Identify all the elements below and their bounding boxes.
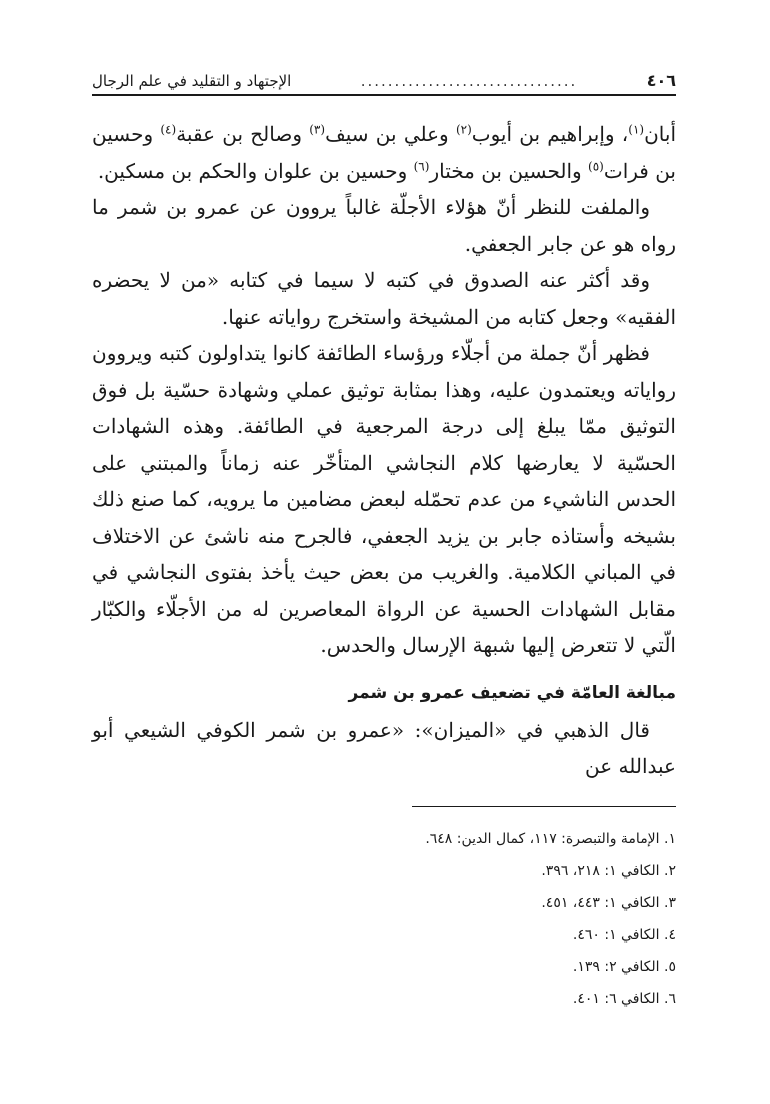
footnote-item: ١. الإمامة والتبصرة: ١١٧، كمال الدين: ٦٤٨. — [425, 830, 676, 847]
footnotes — [92, 823, 676, 1015]
paragraph-narrators: أبان$^{(١)}$، وإبراهيم بن أيوب$^{(٢)}$ وعلي بن سيف$^{(٣)}$ وصالح بن عقبة$^{(٤)}$ وحسين بن فرات$^{(٥)}$ والحسين بن مختار$^{(٦)}$ وحسين بن علوان والحكم بن مسكين. — [92, 122, 676, 183]
book-page — [92, 66, 676, 1015]
footnote-item: ٢. الكافي ١: ٢١٨، ٣٩٦. — [541, 862, 676, 879]
footnote-ref: (٦) — [413, 158, 430, 173]
footnote-divider — [412, 806, 676, 807]
running-header — [92, 66, 676, 96]
page-number: ٤٠٦ — [646, 71, 676, 90]
paragraph-notable: والملفت للنظر أنّ هؤلاء الأجلّة غالباً يروون عن عمرو بن شمر ما رواه هو عن جابر الجعفي. — [92, 195, 676, 256]
paragraph-saduq: وقد أكثر عنه الصدوق في كتبه لا سيما في كتابه «من لا يحضره الفقيه» وجعل كتابه من المشيخة واستخرج رواياته عنها. — [92, 268, 676, 329]
footnote-item: ٥. الكافي ٢: ١٣٩. — [572, 958, 676, 975]
running-title: الإجتهاد و التقليد في علم الرجال — [92, 72, 292, 90]
section-heading: مبالغة العامّة في تضعيف عمرو بن شمر — [348, 682, 676, 703]
footnote-ref: (١) — [628, 122, 645, 137]
footnote-item: ٦. الكافي ٦: ٤٠١. — [572, 990, 676, 1007]
paragraph-conclusion: فظهر أنّ جملة من أجلّاء ورؤساء الطائفة كانوا يتداولون كتبه ويروون رواياته ويعتمدون عليه، وهذا بمثابة توثيق عملي وشهادة حسّية بل فوق التوثيق ممّا يبلغ إلى درجة المرجعية في الطائفة. وهذه الشهادات الحسّية لا يعارضها كلام النجاشي المتأخّر عنه زماناً والمبتني على الحدس الناشيء من عدم تحمّله لبعض مضامين ما يرويه، كما صنع ذلك بشيخه وأستاذه جابر بن يزيد الجعفي، فالجرح منه ناشئ عن الاختلاف في المباني الكلامية. والغريب من بعض حيث يأخذ بفتوى النجاشي في مقابل الشهادات الحسية عن الرواة المعاصرين له من الأجلّاء والكبّار الّتي لا تتعرض إليها شبهة الإرسال والحدس. — [92, 341, 676, 657]
footnote-ref: (٢) — [455, 122, 472, 137]
footnote-item: ٣. الكافي ١: ٤٤٣، ٤٥١. — [541, 894, 676, 911]
main-text — [92, 116, 676, 664]
footnote-ref: (٣) — [309, 122, 326, 137]
section-paragraph: قال الذهبي في «الميزان»: «عمرو بن شمر الكوفي الشيعي أبو عبدالله عن — [92, 717, 676, 778]
header-leader-dots: ................................ — [360, 72, 578, 90]
footnote-item: ٤. الكافي ١: ٤٦٠. — [572, 926, 676, 943]
footnote-ref: (٤) — [160, 122, 177, 137]
footnote-ref: (٥) — [588, 158, 604, 173]
